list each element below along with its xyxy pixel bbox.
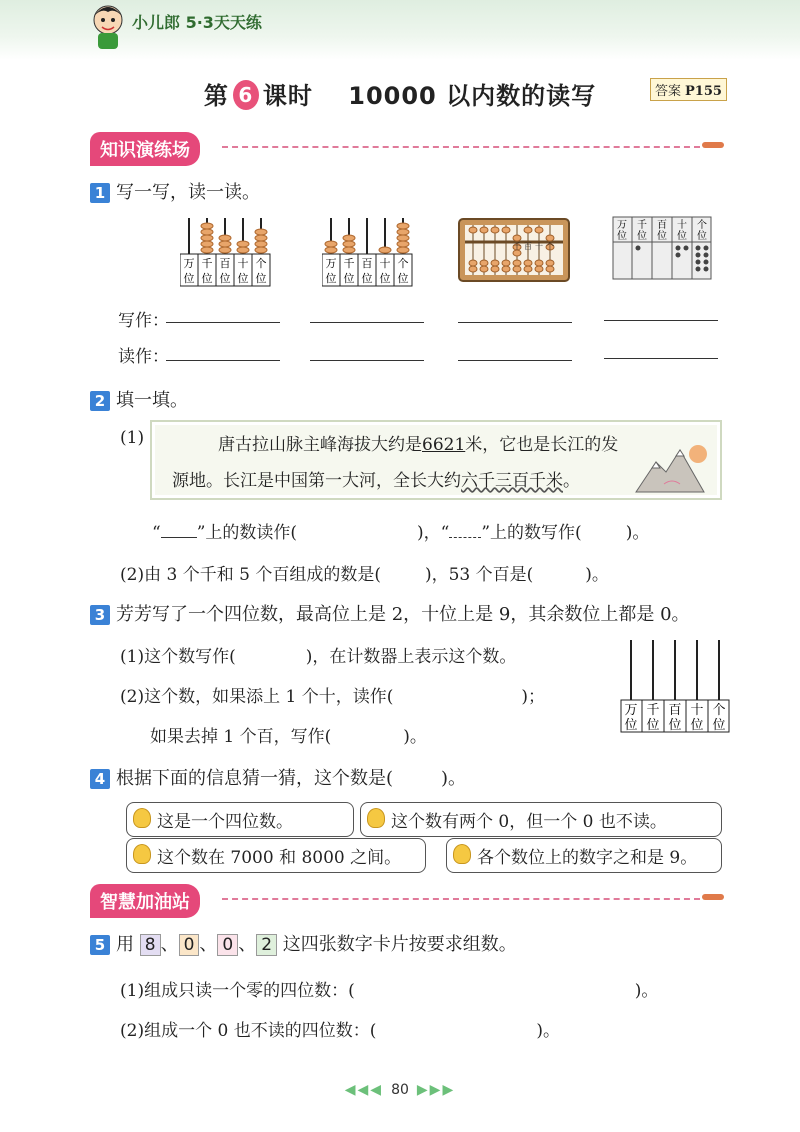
svg-text:百: 百 [361, 257, 373, 270]
svg-text:万: 万 [325, 257, 337, 270]
hint-card [360, 802, 722, 837]
abacus-label-qian: 千 [201, 257, 213, 270]
question-4 [90, 764, 466, 790]
separator: 、 [199, 934, 218, 955]
svg-text:万: 万 [624, 703, 638, 718]
question-text: 写一写，读一读。 [116, 182, 260, 203]
svg-text:百: 百 [657, 220, 667, 231]
svg-text:位: 位 [690, 718, 704, 733]
svg-text:位: 位 [201, 272, 213, 285]
hint-card [126, 838, 426, 873]
digit-card: 0 [217, 934, 238, 956]
blank-underline-marker [161, 537, 197, 538]
quote-open: “ [152, 523, 161, 543]
svg-text:位: 位 [712, 718, 726, 733]
cartoon-boy-logo [88, 2, 128, 52]
lesson-prefix: 第 [203, 82, 229, 110]
question-number: 3 [90, 605, 110, 625]
svg-text:位: 位 [219, 272, 231, 285]
svg-text:千: 千 [343, 257, 355, 270]
write-answer-1[interactable] [166, 322, 280, 323]
question-1 [90, 178, 260, 204]
svg-text:个: 个 [397, 257, 409, 270]
svg-text:千: 千 [646, 703, 660, 718]
fill-text: 如果去掉 1 个百，写作( [150, 727, 332, 747]
pencil-icon [702, 142, 724, 148]
section-knowledge-practice: 知识演练场 [90, 132, 200, 166]
hint-card [126, 802, 354, 837]
fill-text: )。 [403, 727, 427, 747]
svg-text:位: 位 [657, 231, 667, 242]
section-wisdom-station: 智慧加油站 [90, 884, 200, 918]
fill-text: )，在计数器上表示这个数。 [305, 647, 517, 667]
hint-text: 这个数在 7000 和 8000 之间。 [157, 848, 402, 868]
q3-part1 [120, 642, 516, 667]
digit-card: 8 [140, 934, 161, 956]
svg-text:位: 位 [237, 272, 249, 285]
lesson-number: 6 [233, 80, 259, 110]
abacus-2 [322, 212, 414, 288]
abacus-frame [458, 218, 570, 282]
svg-text:十: 十 [677, 220, 687, 231]
svg-text:位: 位 [255, 272, 267, 285]
answer-page: P155 [685, 84, 722, 99]
fill-text: (2)组成一个 0 也不读的四位数：( [120, 1021, 377, 1041]
lightbulb-icon [453, 844, 471, 864]
svg-text:位: 位 [637, 231, 647, 242]
digit-card: 0 [179, 934, 200, 956]
abacus-label-bai: 百 [219, 257, 231, 270]
question-text: 填一填。 [116, 390, 188, 411]
brand-title: 小儿郎 5·3天天练 [132, 13, 262, 32]
fill-text: ”上的数读作( [196, 523, 298, 543]
question-text: 用 [116, 934, 134, 955]
hint-card [446, 838, 722, 873]
write-answer-2[interactable] [310, 322, 424, 323]
page-number: 80 [391, 1082, 409, 1098]
separator: 、 [238, 934, 257, 955]
write-answer-3[interactable] [458, 322, 572, 323]
question-number: 1 [90, 183, 110, 203]
fill-text: (1)组成只读一个零的四位数：( [120, 981, 355, 1001]
story-text: 源地。长江是中国第一大河，全长大约 [172, 471, 461, 491]
question-number: 5 [90, 935, 110, 955]
question-5 [90, 930, 517, 956]
question-text: 这四张数字卡片按要求组数。 [282, 934, 517, 955]
q5-part1 [120, 976, 658, 1001]
question-text: 根据下面的信息猜一猜，这个数是( [116, 768, 394, 789]
story-line-1 [218, 430, 618, 455]
story-text: 。 [563, 471, 580, 491]
section-divider [222, 146, 700, 148]
q2-part1-label: (1) [120, 428, 145, 448]
fill-text: )； [521, 687, 545, 707]
lightbulb-icon [367, 808, 385, 828]
svg-text:位: 位 [361, 272, 373, 285]
story-text: 米，它也是长江的发 [465, 435, 619, 455]
question-number: 2 [90, 391, 110, 411]
q2-fill-line [152, 518, 649, 543]
right-arrows-icon: ▶▶▶ [416, 1082, 456, 1098]
fill-text: )。 [585, 565, 609, 585]
page-footer [0, 1082, 800, 1098]
q3-part3 [150, 722, 427, 747]
write-answer-4[interactable] [604, 320, 718, 321]
svg-text:个: 个 [712, 703, 726, 718]
lightbulb-icon [133, 844, 151, 864]
hint-text: 各个数位上的数字之和是 9。 [477, 848, 698, 868]
section-divider [222, 898, 700, 900]
frame-label-shi: 十 [535, 242, 543, 251]
lesson-title: 10000 以内数的读写 [348, 82, 597, 110]
svg-text:千: 千 [637, 220, 647, 231]
q5-part2 [120, 1016, 560, 1041]
fill-text: )，“ [417, 523, 450, 543]
svg-text:位: 位 [646, 718, 660, 733]
mountain-illustration [634, 440, 712, 494]
read-answer-2[interactable] [310, 360, 424, 361]
frame-label-bai: 百 [524, 242, 532, 251]
fill-text: )。 [441, 768, 467, 789]
lightbulb-icon [133, 808, 151, 828]
svg-text:位: 位 [697, 231, 707, 242]
q3-part2 [120, 682, 545, 707]
read-label: 读作： [118, 347, 169, 367]
question-3 [90, 600, 690, 626]
pencil-icon [702, 894, 724, 900]
abacus-label-wan: 万 [183, 257, 195, 270]
svg-text:位: 位 [183, 272, 195, 285]
question-text: 芳芳写了一个四位数，最高位上是 2，十位上是 9，其余数位上都是 0。 [116, 604, 690, 625]
abacus-label-shi: 十 [237, 257, 249, 270]
fill-text: ”上的数写作( [481, 523, 582, 543]
svg-text:位: 位 [677, 231, 687, 242]
lesson-suffix: 课时 [262, 82, 313, 110]
svg-text:位: 位 [397, 272, 409, 285]
svg-text:十: 十 [379, 257, 391, 270]
fill-text: )。 [634, 981, 659, 1001]
svg-text:个: 个 [697, 220, 707, 231]
svg-text:位: 位 [668, 718, 682, 733]
frame-label-ge: 个 [546, 242, 554, 251]
question-2 [90, 386, 188, 412]
answer-label: 答案 [655, 84, 682, 99]
svg-text:位: 位 [624, 718, 638, 733]
svg-text:万: 万 [617, 220, 627, 231]
svg-text:位: 位 [617, 231, 627, 242]
wavy-marker [449, 537, 481, 538]
place-value-chart [612, 216, 712, 280]
story-text: 唐古拉山脉主峰海拔大约是 [218, 435, 422, 455]
fill-text: (1)这个数写作( [120, 647, 236, 667]
svg-text:百: 百 [668, 703, 682, 718]
svg-text:十: 十 [690, 703, 704, 718]
fill-text: )，53 个百是( [424, 565, 534, 585]
digit-card: 2 [256, 934, 277, 956]
hint-text: 这个数有两个 0，但一个 0 也不读。 [391, 812, 667, 832]
question-number: 4 [90, 769, 110, 789]
separator: 、 [160, 934, 179, 955]
abacus-1 [180, 212, 272, 288]
svg-text:位: 位 [379, 272, 391, 285]
fill-text: )。 [625, 523, 650, 543]
read-answer-4[interactable] [604, 358, 718, 359]
svg-text:位: 位 [325, 272, 337, 285]
underlined-number: 6621 [422, 435, 466, 455]
frame-label-qian: 千 [513, 242, 521, 251]
write-label: 写作： [118, 311, 169, 331]
fill-text: )。 [536, 1021, 560, 1041]
abacus-label-ge: 个 [255, 257, 267, 270]
q2-part2 [120, 560, 609, 585]
svg-text:位: 位 [343, 272, 355, 285]
wavy-underlined-number: 六千三百千米 [461, 471, 563, 491]
hint-text: 这是一个四位数。 [157, 812, 293, 832]
answer-reference [650, 78, 727, 101]
read-answer-3[interactable] [458, 360, 572, 361]
fill-text: (2)这个数，如果添上 1 个十，读作( [120, 687, 394, 707]
empty-counter[interactable] [620, 638, 732, 734]
story-line-2 [172, 466, 580, 491]
read-answer-1[interactable] [166, 360, 280, 361]
fill-text: (2)由 3 个千和 5 个百组成的数是( [120, 565, 381, 585]
left-arrows-icon: ◀◀◀ [344, 1082, 384, 1098]
